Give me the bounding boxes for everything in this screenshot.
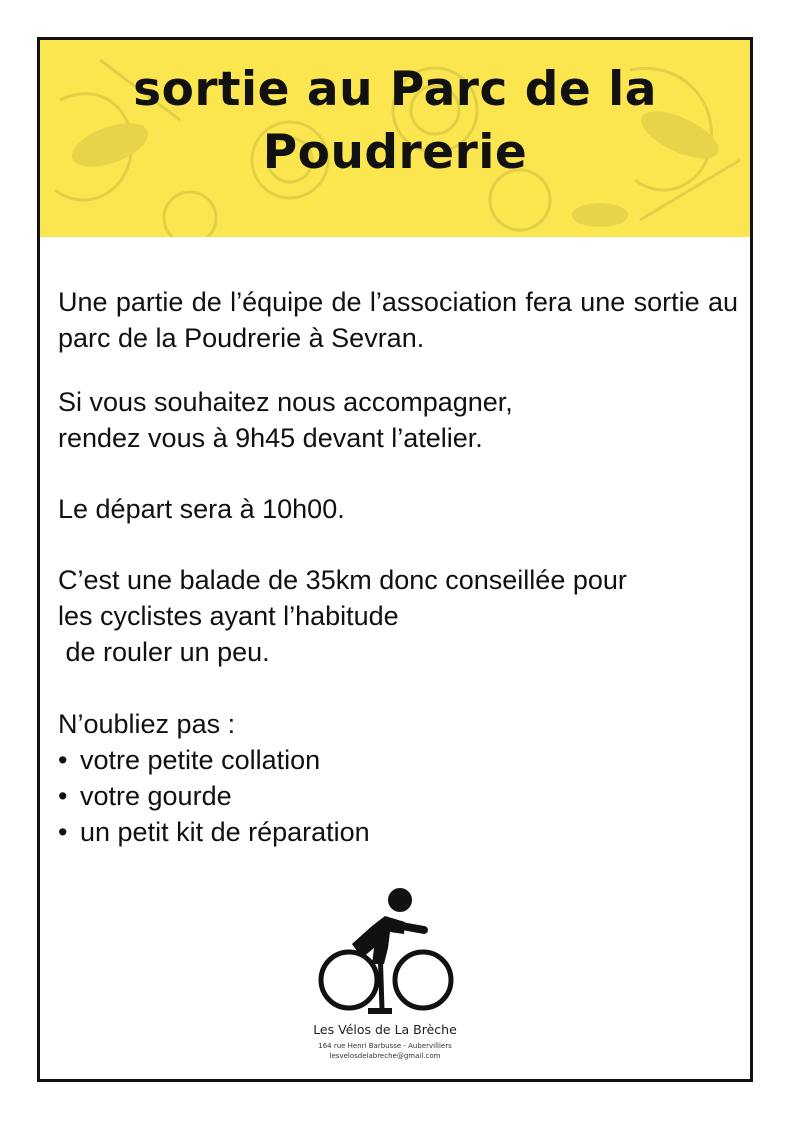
- association-logo: [310, 886, 460, 1066]
- list-item-text: votre petite collation: [80, 745, 321, 775]
- poster-frame: [37, 37, 753, 1082]
- bullet-icon: •: [58, 781, 68, 811]
- reminder-list: [58, 742, 738, 850]
- list-item-text: un petit kit de réparation: [80, 817, 370, 847]
- reminder-heading: N’oubliez pas :: [58, 709, 236, 739]
- meeting-line-1: Si vous souhaitez nous accompagner,: [58, 387, 513, 417]
- title-line-2: Poudrerie: [262, 125, 528, 180]
- departure-paragraph: Le départ sera à 10h00.: [58, 494, 345, 524]
- association-address: 164 rue Henri Barbusse - Aubervilliers: [318, 1042, 452, 1050]
- meeting-line-2: rendez vous à 9h45 devant l’atelier.: [58, 423, 483, 453]
- association-email: lesvelosdelabreche@gmail.com: [329, 1052, 441, 1060]
- list-item: [58, 778, 738, 814]
- ride-line-3: de rouler un peu.: [58, 637, 270, 667]
- title-banner: [40, 40, 750, 237]
- meeting-paragraph: [58, 384, 738, 456]
- intro-paragraph: Une partie de l’équipe de l’association fera une sortie au parc de la Poudrerie à Sevran.: [58, 287, 738, 353]
- poster-title: [40, 58, 750, 184]
- association-name: Les Vélos de La Brèche: [313, 1022, 457, 1037]
- ride-line-1: C’est une balade de 35km donc conseillée pour: [58, 565, 627, 595]
- ride-line-2: les cyclistes ayant l’habitude: [58, 601, 399, 631]
- title-line-1: sortie au Parc de la: [133, 62, 657, 117]
- bullet-icon: •: [58, 745, 68, 775]
- ride-paragraph: [58, 562, 738, 670]
- bullet-icon: •: [58, 817, 68, 847]
- cyclist-icon: [310, 886, 460, 1016]
- list-item: [58, 742, 738, 778]
- list-item-text: votre gourde: [80, 781, 232, 811]
- list-item: [58, 814, 738, 850]
